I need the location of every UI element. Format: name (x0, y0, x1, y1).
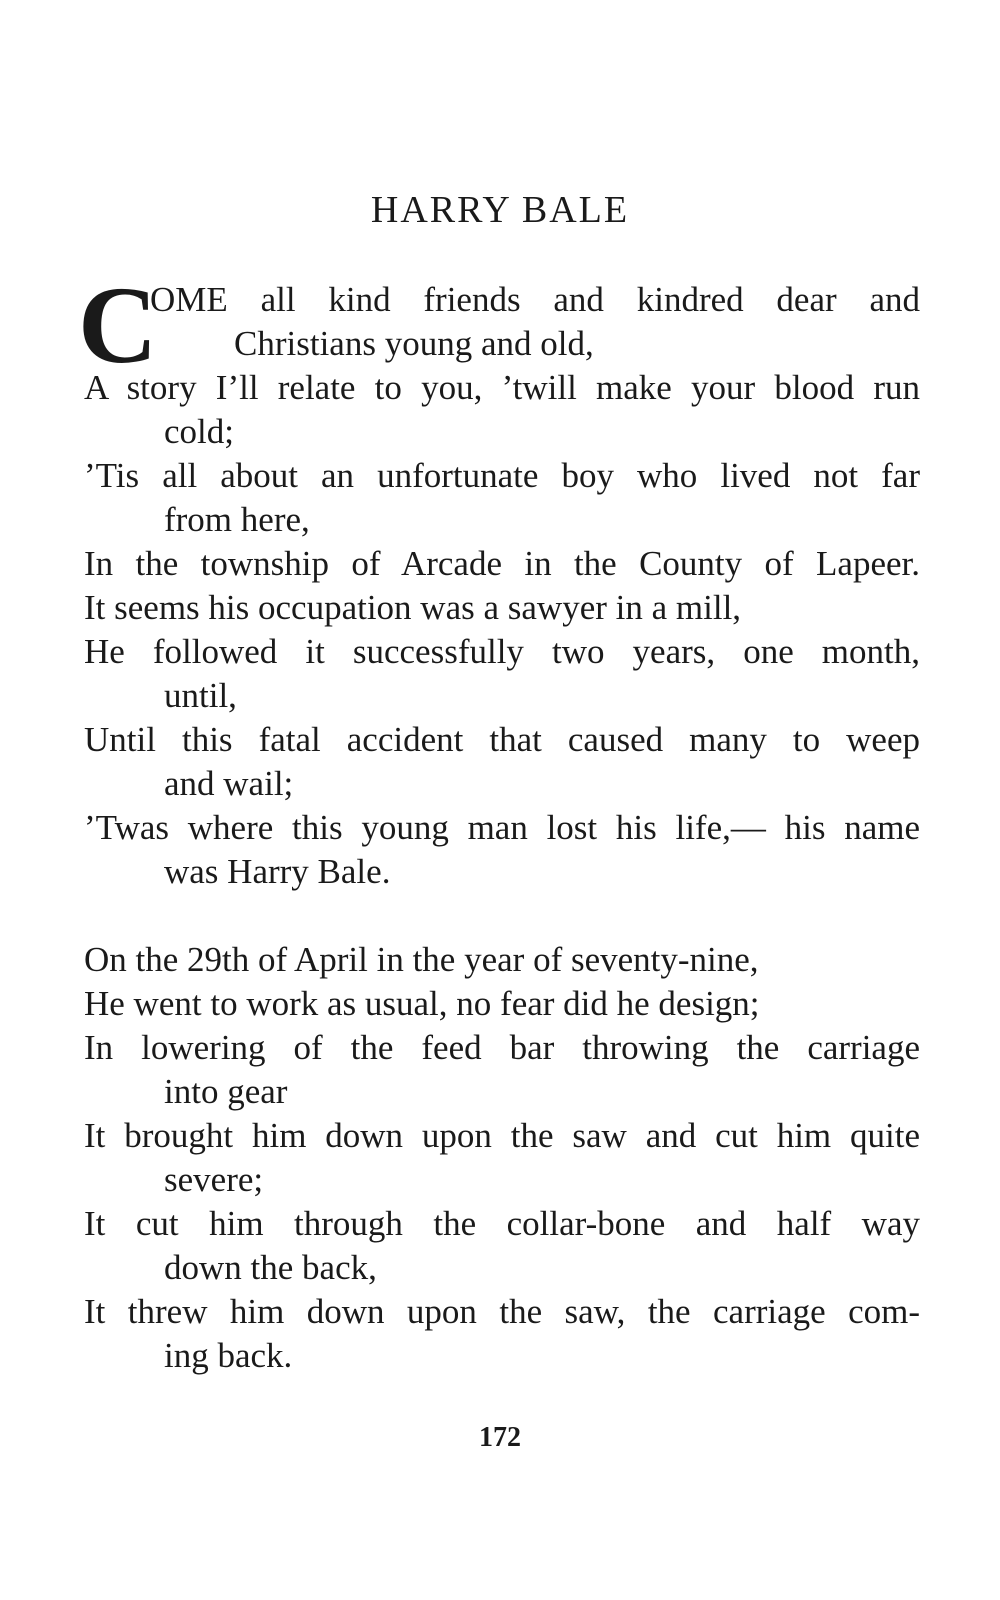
poem-line: It threw him down upon the saw, the carriage com- (84, 1292, 920, 1331)
poem-line: He went to work as usual, no fear did he design; (84, 984, 760, 1023)
poem-line-continuation: into gear (164, 1072, 288, 1111)
poem-line: It seems his occupation was a sawyer in a mill, (84, 588, 742, 627)
poem-line: It brought him down upon the saw and cut him quite (84, 1116, 920, 1155)
poem-line-continuation: cold; (164, 412, 234, 451)
poem-line: He followed it successfully two years, one month, (84, 632, 920, 671)
drop-cap: C (78, 264, 158, 386)
poem-line-continuation: down the back, (164, 1248, 377, 1287)
stanza-1 (78, 264, 920, 894)
poem-line: Until this fatal accident that caused many to weep (84, 720, 920, 759)
poem-line-continuation: was Harry Bale. (164, 852, 391, 891)
stanza-gap (84, 894, 920, 938)
poem-line-continuation: until, (164, 676, 237, 715)
stanza-2 (84, 938, 920, 1378)
poem-line: In the township of Arcade in the County of Lapeer. (84, 544, 920, 583)
page-number: 172 (479, 1422, 521, 1453)
poem-line: ’Twas where this young man lost his life,— his name (84, 808, 920, 847)
poem-line: A story I’ll relate to you, ’twill make your blood run (84, 368, 920, 407)
poem-line-continuation: and wail; (164, 764, 294, 803)
poem-line: It cut him through the collar-bone and half way (84, 1204, 920, 1243)
poem-line-continuation: severe; (164, 1160, 264, 1199)
poem-body (78, 264, 920, 1378)
poem-line-continuation: ing back. (164, 1336, 293, 1375)
poem-line-continuation: from here, (164, 500, 310, 539)
poem-line: In lowering of the feed bar throwing the carriage (84, 1028, 920, 1067)
poem-line: ’Tis all about an unfortunate boy who lived not far (84, 456, 920, 495)
poem-line-continuation: Christians young and old, (234, 324, 594, 363)
poem-title: HARRY BALE (370, 189, 630, 231)
poem-line-text: OME all kind friends and kindred dear and (150, 280, 920, 319)
poem-line: On the 29th of April in the year of seventy-nine, (84, 940, 759, 979)
